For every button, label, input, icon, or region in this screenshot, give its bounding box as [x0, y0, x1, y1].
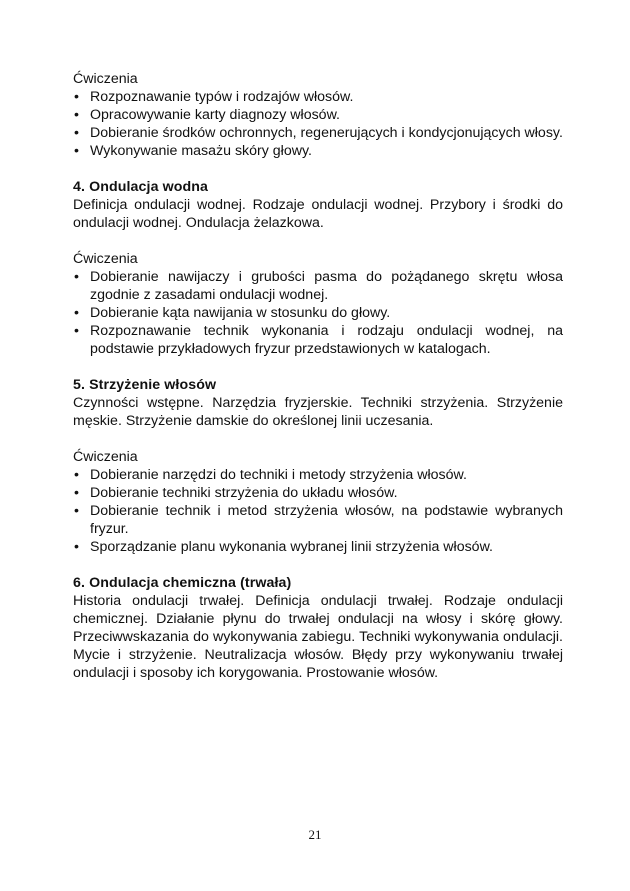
- exercises-block-1: [73, 70, 563, 160]
- section-strzyzenie: [73, 376, 563, 430]
- section-paragraph: Historia ondulacji trwałej. Definicja ondulacji trwałej. Rodzaje ondulacji chemicznej. Działanie płynu do trwałej ondulacji na włosy i skórę głowy. Przeciwwskazania do wykonywania zabiegu. Techniki wykonywania ondulacji. Mycie i strzyżenie. Neutralizacja włosów. Błędy przy wykonywaniu trwałej ondulacji i sposoby ich korygowania. Prostowanie włosów.: [73, 593, 563, 681]
- list-item: • Dobieranie techniki strzyżenia do układu włosów.: [73, 484, 563, 502]
- exercises-list: [73, 88, 563, 160]
- list-item: • Dobieranie narzędzi do techniki i metody strzyżenia włosów.: [73, 466, 563, 484]
- exercises-list: [73, 268, 563, 358]
- section-heading: 4. Ondulacja wodna: [73, 179, 209, 195]
- list-item: • Dobieranie nawijaczy i grubości pasma do pożądanego skrętu włosa zgodnie z zasadami ondulacji wodnej.: [73, 268, 563, 304]
- list-item: • Dobieranie środków ochronnych, regenerujących i kondycjonujących włosy.: [73, 124, 563, 142]
- section-ondulacja-chemiczna: [73, 574, 563, 682]
- section-heading: 6. Ondulacja chemiczna (trwała): [73, 575, 292, 591]
- section-paragraph: Definicja ondulacji wodnej. Rodzaje ondulacji wodnej. Przybory i środki do ondulacji wodnej. Ondulacja żelazkowa.: [73, 197, 563, 231]
- list-item: • Opracowywanie karty diagnozy włosów.: [73, 106, 563, 124]
- section-ondulacja-wodna: [73, 178, 563, 232]
- list-item: • Dobieranie technik i metod strzyżenia włosów, na podstawie wybranych fryzur.: [73, 502, 563, 538]
- exercises-block-2: [73, 250, 563, 358]
- exercises-list: [73, 466, 563, 556]
- exercises-block-3: [73, 448, 563, 556]
- page-number: 21: [308, 827, 322, 842]
- exercises-label: Ćwiczenia: [73, 449, 138, 465]
- section-heading: 5. Strzyżenie włosów: [73, 377, 217, 393]
- list-item: • Sporządzanie planu wykonania wybranej linii strzyżenia włosów.: [73, 538, 563, 556]
- exercises-label: Ćwiczenia: [73, 251, 138, 267]
- list-item: • Dobieranie kąta nawijania w stosunku do głowy.: [73, 304, 563, 322]
- page-content: [73, 70, 563, 682]
- section-paragraph: Czynności wstępne. Narzędzia fryzjerskie. Techniki strzyżenia. Strzyżenie męskie. Strzyżenie damskie do określonej linii uczesania.: [73, 395, 563, 429]
- list-item: • Wykonywanie masażu skóry głowy.: [73, 142, 563, 160]
- exercises-label: Ćwiczenia: [73, 71, 138, 87]
- list-item: • Rozpoznawanie technik wykonania i rodzaju ondulacji wodnej, na podstawie przykładowych fryzur przedstawionych w katalogach.: [73, 322, 563, 358]
- list-item: • Rozpoznawanie typów i rodzajów włosów.: [73, 88, 563, 106]
